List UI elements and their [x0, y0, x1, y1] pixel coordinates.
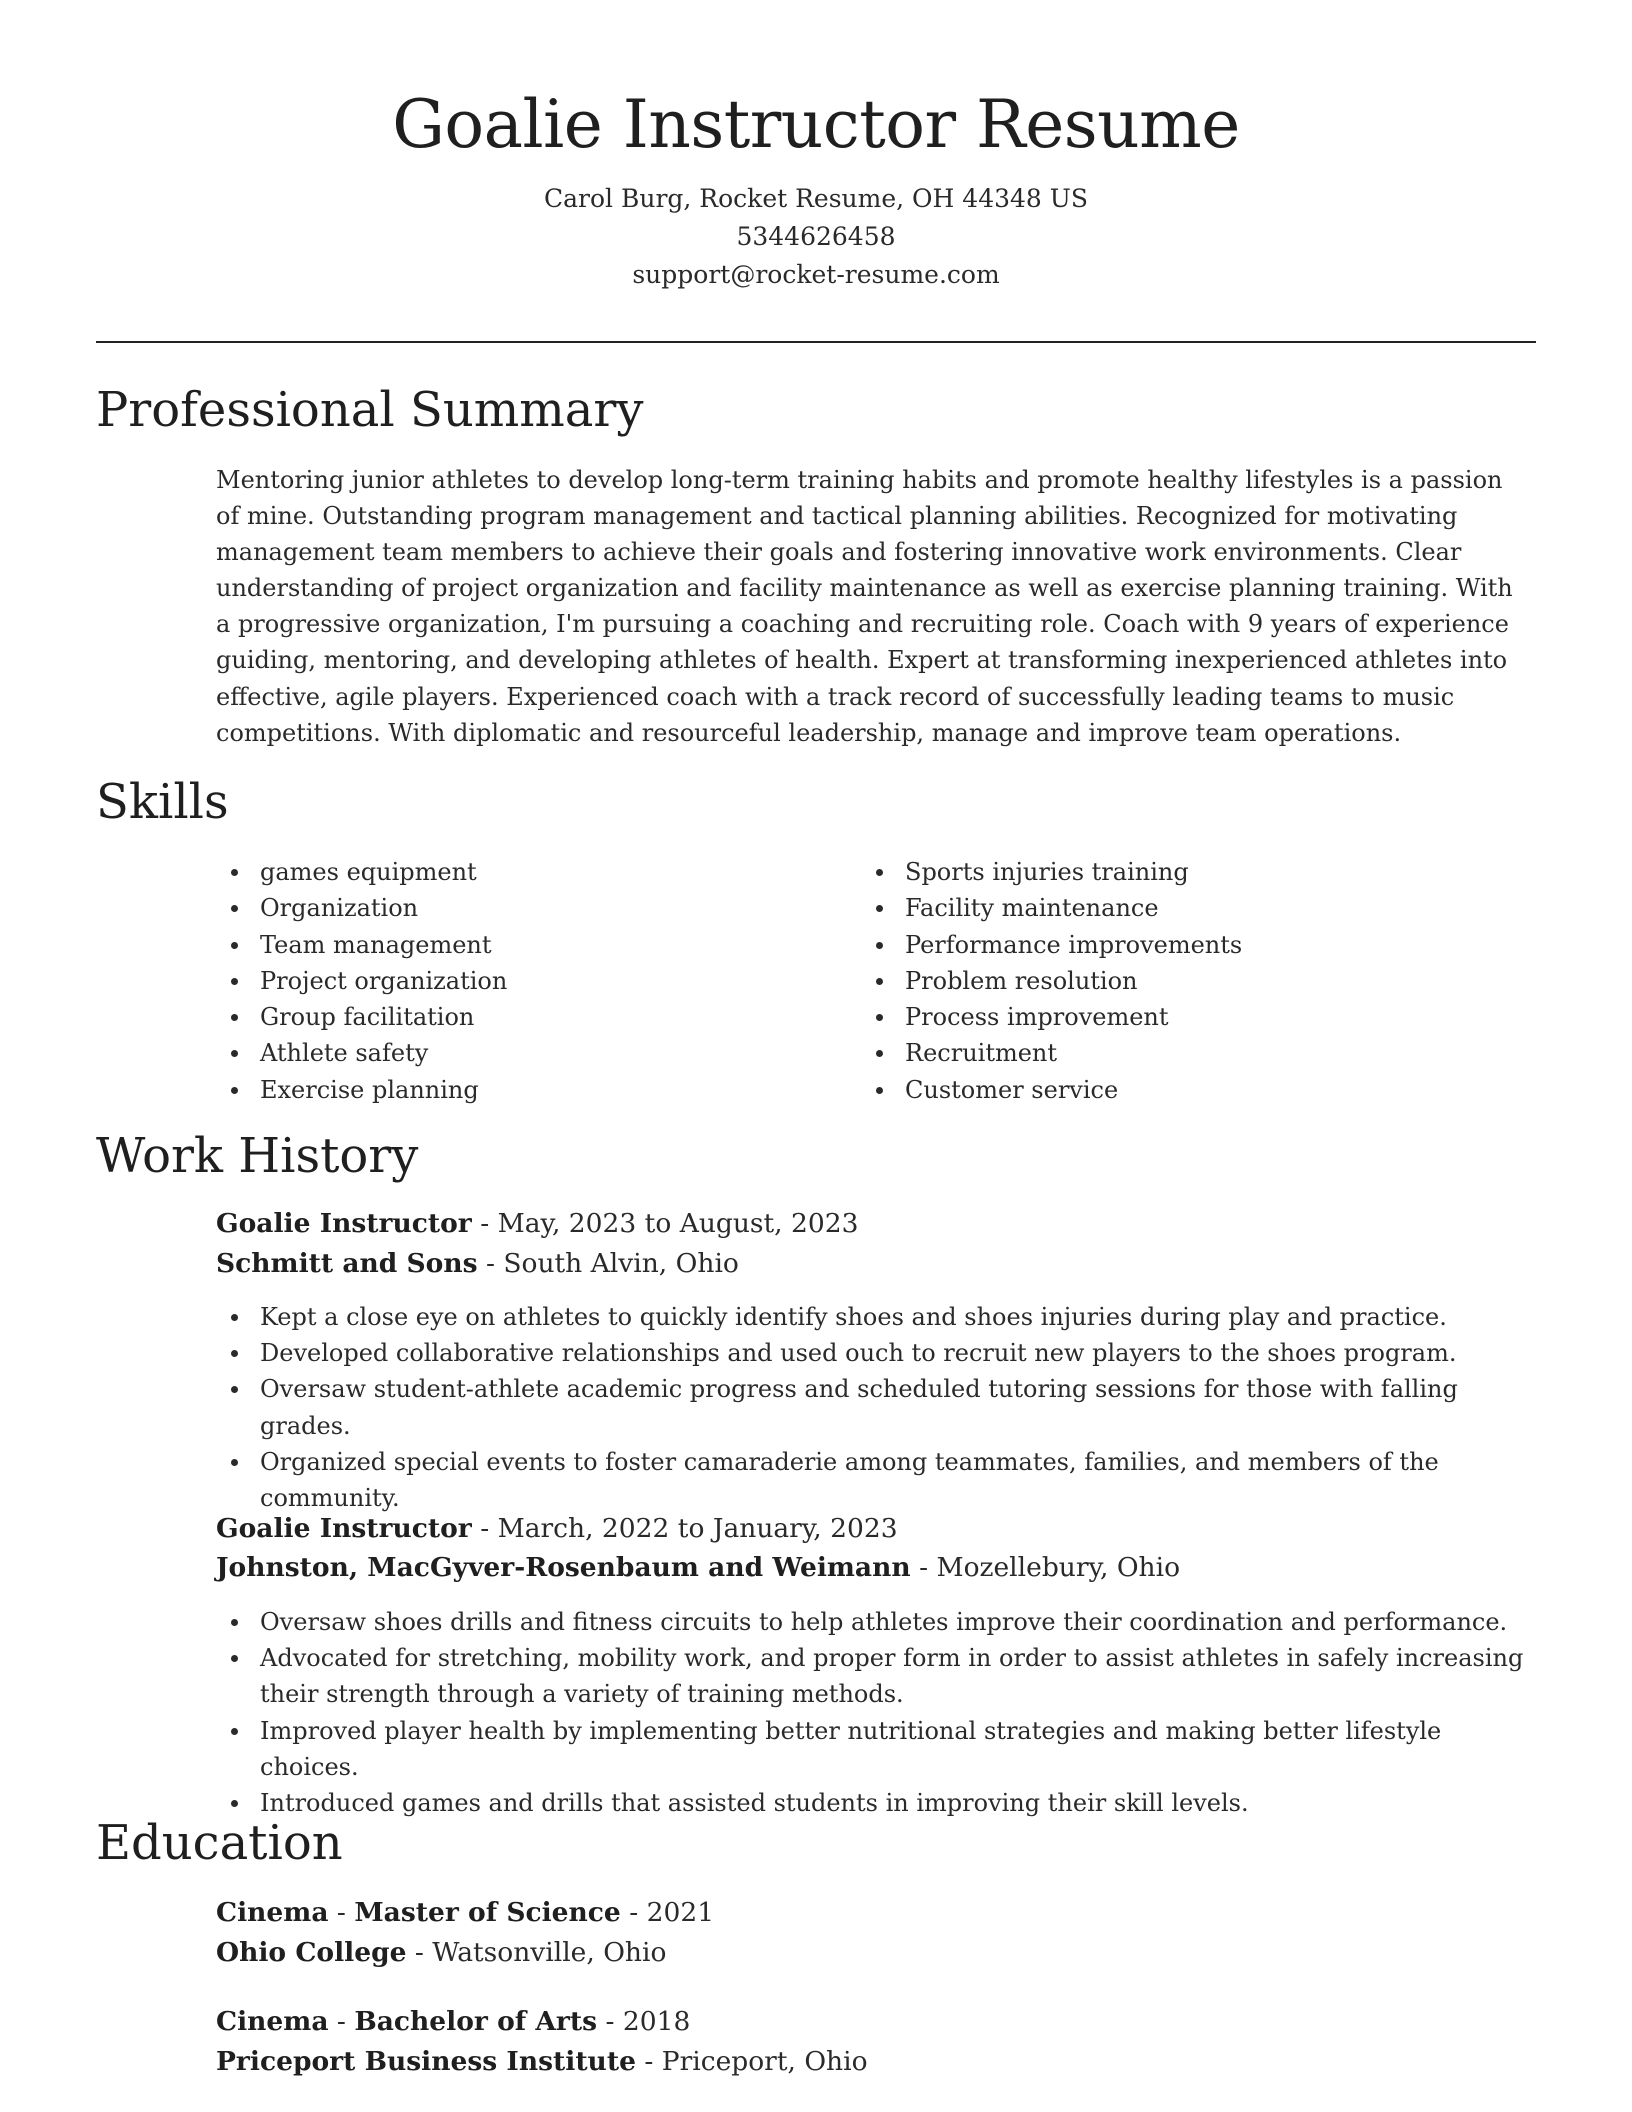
job-bullet: Improved player health by implementing better nutritional strategies and making better lifestyle choices. — [216, 1713, 1536, 1785]
education-year: 2021 — [646, 1897, 715, 1928]
skill-item: Customer service — [861, 1072, 1501, 1108]
resume-title: Goalie Instructor Resume — [392, 86, 1240, 163]
education-location: Watsonville, Ohio — [432, 1937, 667, 1968]
resume-header — [96, 80, 1536, 294]
education-field: Cinema — [216, 2006, 329, 2037]
job-bullet: Developed collaborative relationships and used ouch to recruit new players to the shoes program. — [216, 1335, 1536, 1371]
skills-list-right — [861, 854, 1501, 1108]
contact-email: support@rocket-resume.com — [632, 260, 1000, 289]
education-degree: Bachelor of Arts — [354, 2006, 598, 2037]
job-bullets — [216, 1299, 1536, 1516]
job-dates: March, 2022 to January, 2023 — [497, 1513, 898, 1544]
job-employer-line — [216, 1244, 739, 1284]
job-bullet: Kept a close eye on athletes to quickly identify shoes and shoes injuries during play and practice. — [216, 1299, 1536, 1335]
skill-item: Exercise planning — [216, 1072, 856, 1108]
skill-item: Process improvement — [861, 999, 1501, 1035]
separator: - — [471, 1208, 498, 1239]
job-bullet: Oversaw student-athlete academic progress and scheduled tutoring sessions for those with falling grades. — [216, 1371, 1536, 1443]
separator: - — [328, 2006, 355, 2037]
skill-item: games equipment — [216, 854, 856, 890]
skill-item: Recruitment — [861, 1035, 1501, 1071]
job-dates: May, 2023 to August, 2023 — [497, 1208, 859, 1239]
job-employer: Johnston, MacGyver-Rosenbaum and Weimann — [216, 1552, 911, 1583]
skill-item: Project organization — [216, 963, 856, 999]
skill-item: Organization — [216, 890, 856, 926]
skill-item: Problem resolution — [861, 963, 1501, 999]
education-degree-line — [216, 2002, 690, 2042]
education-location: Priceport, Ohio — [661, 2046, 868, 2077]
skills-list-left — [216, 854, 856, 1108]
contact-phone: 5344626458 — [736, 222, 896, 251]
skill-item: Sports injuries training — [861, 854, 1501, 890]
separator: - — [471, 1513, 498, 1544]
job-title-line — [216, 1509, 898, 1549]
skill-item: Athlete safety — [216, 1035, 856, 1071]
education-year: 2018 — [622, 2006, 691, 2037]
separator: - — [597, 2006, 623, 2037]
separator: - — [910, 1552, 937, 1583]
skill-item: Team management — [216, 927, 856, 963]
job-bullet: Introduced games and drills that assisted students in improving their skill levels. — [216, 1785, 1536, 1821]
separator: - — [635, 2046, 662, 2077]
job-employer-line — [216, 1548, 1180, 1588]
summary-text: Mentoring junior athletes to develop long-term training habits and promote healthy lifestyles is a passion of mine. Outstanding program management and tactical planning abilities. Recognized for motivating management team members to achieve their goals and fostering innovative work environments. Clear understanding of project organization and facility maintenance as well as exercise planning training. With a progressive organization, I'm pursuing a coaching and recruiting role. Coach with 9 years of experience guiding, mentoring, and developing athletes of health. Expert at transforming inexperienced athletes into effective, agile players. Experienced coach with a track record of successfully leading teams to music competitions. With diplomatic and resourceful leadership, manage and improve team operations. — [216, 466, 1513, 747]
skills-heading: Skills — [96, 774, 229, 830]
education-school: Ohio College — [216, 1937, 407, 1968]
education-field: Cinema — [216, 1897, 329, 1928]
job-title: Goalie Instructor — [216, 1208, 472, 1239]
separator: - — [620, 1897, 647, 1928]
education-degree-line — [216, 1893, 714, 1933]
education-degree: Master of Science — [354, 1897, 621, 1928]
skill-item: Facility maintenance — [861, 890, 1501, 926]
separator: - — [328, 1897, 355, 1928]
summary-heading: Professional Summary — [96, 382, 644, 438]
job-location: Mozellebury, Ohio — [936, 1552, 1181, 1583]
job-employer: Schmitt and Sons — [216, 1248, 478, 1279]
skill-item: Group facilitation — [216, 999, 856, 1035]
education-school-line — [216, 2042, 868, 2082]
job-bullets — [216, 1604, 1536, 1821]
education-heading: Education — [96, 1815, 343, 1871]
header-divider — [96, 341, 1536, 343]
job-location: South Alvin, Ohio — [503, 1248, 739, 1279]
skill-item: Performance improvements — [861, 927, 1501, 963]
contact-address: Carol Burg, Rocket Resume, OH 44348 US — [544, 184, 1088, 213]
job-title: Goalie Instructor — [216, 1513, 472, 1544]
work-history-heading: Work History — [96, 1128, 419, 1184]
job-title-line — [216, 1204, 858, 1244]
job-bullet: Advocated for stretching, mobility work, and proper form in order to assist athletes in safely increasing their strength through a variety of training methods. — [216, 1640, 1536, 1712]
education-school-line — [216, 1933, 666, 1973]
job-bullet: Oversaw shoes drills and fitness circuits to help athletes improve their coordination and performance. — [216, 1604, 1536, 1640]
separator: - — [406, 1937, 433, 1968]
job-bullet: Organized special events to foster camaraderie among teammates, families, and members of the community. — [216, 1444, 1536, 1516]
separator: - — [477, 1248, 504, 1279]
education-school: Priceport Business Institute — [216, 2046, 636, 2077]
